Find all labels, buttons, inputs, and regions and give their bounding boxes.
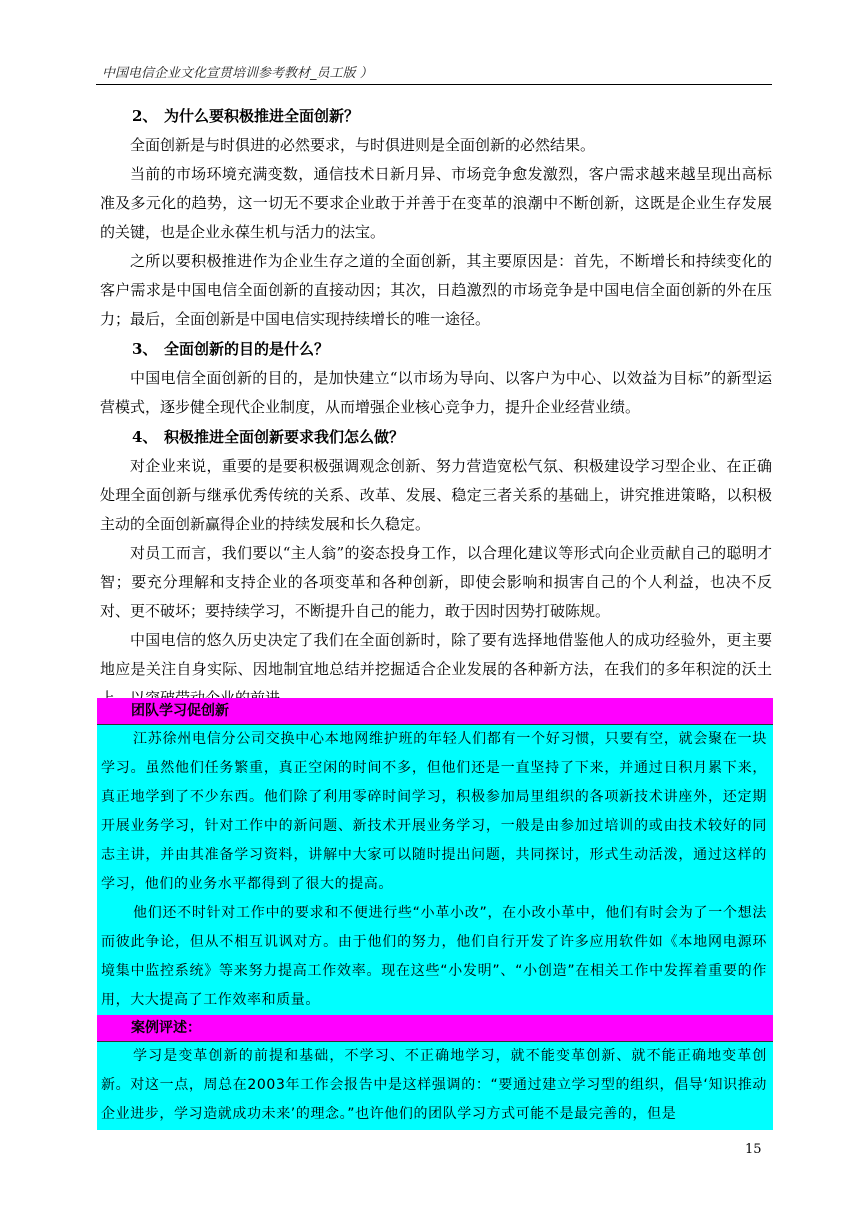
page-header — [96, 60, 772, 85]
section-number: 2、 — [132, 107, 158, 125]
case-title-bar: 团队学习促创新 — [97, 698, 773, 725]
section-title: 积极推进全面创新要求我们怎么做？ — [164, 428, 405, 446]
section-heading — [100, 422, 772, 452]
paragraph: 对员工而言，我们要以“主人翁”的姿态投身工作，以合理化建议等形式向企业贡献自己的聪明才智；要充分理解和支持企业的各项变革和各种创新，即使会影响和损害自己的个人利益，也决不反对、更不破坏；要持续学习，不断提升自己的能力，敢于因时因势打破陈规。 — [100, 544, 772, 620]
review-title-bar: 案例评述： — [97, 1015, 773, 1042]
case-paragraph: 他们还不时针对工作中的要求和不便进行些“小革小改”，在小改小革中，他们有时会为了一个想法而彼此争论，但从不相互讥讽对方。由于他们的努力，他们自行开发了许多应用软件如《本地网电源环境集中监控系统》等来努力提高工作效率。现在这些“小发明”、“小创造”在相关工作中发挥着重要的作用，大大提高了工作效率和质量。 — [101, 905, 767, 1008]
review-body — [97, 1042, 773, 1130]
section-heading — [100, 334, 772, 364]
case-body — [97, 725, 773, 1015]
paragraph: 中国电信的悠久历史决定了我们在全面创新时，除了要有选择地借鉴他人的成功经验外，更主要地应是关注自身实际、因地制宜地总结并挖掘适合企业发展的各种新方法，在我们的多年积淀的沃土 — [100, 631, 772, 678]
section-title: 全面创新的目的是什么？ — [164, 340, 330, 358]
paragraph: 对企业来说，重要的是要积极强调观念创新、努力营造宽松气氛、积极建设学习型企业、在正确处理全面创新与继承优秀传统的关系、改革、发展、稳定三者关系的基础上，讲究推进策略，以积极主动的全面创新赢得企业的持续发展和长久稳定。 — [100, 457, 772, 533]
paragraph: 中国电信全面创新的目的，是加快建立“以市场为导向、以客户为中心、以效益为目标”的新型运营模式，逐步健全现代企业制度，从而增强企业核心竞争力，提升企业经营业绩。 — [100, 369, 772, 416]
paragraph: 全面创新是与时俱进的必然要求，与时俱进则是全面创新的必然结果。 — [130, 136, 596, 154]
paragraph: 当前的市场环境充满变数，通信技术日新月异、市场竞争愈发激烈，客户需求越来越呈现出高标准及多元化的趋势，这一切无不要求企业敢于并善于在变革的浪潮中不断创新，这既是企业生存发展的关键，也是企业永葆生机与活力的法宝。 — [100, 165, 772, 241]
review-paragraph: 学习是变革创新的前提和基础，不学习、不正确地学习，就不能变革创新、就不能正确地变革创新。对这一点，周总在2003年工作会报告中是这样强调的：“要通过建立学习型的组织，倡导‘知识推动企业进步，学习造就成功未来’的理念。”也许他们的团队学习方式可能不是最完善的，但是 — [101, 1048, 767, 1122]
section-title: 为什么要积极推进全面创新？ — [164, 107, 360, 125]
section-number: 3、 — [132, 340, 158, 358]
section-heading — [100, 101, 772, 131]
section-number: 4、 — [132, 428, 158, 446]
paragraph: 之所以要积极推进作为企业生存之道的全面创新，其主要原因是：首先，不断增长和持续变化的客户需求是中国电信全面创新的直接动因；其次，日趋激烈的市场竞争是中国电信全面创新的外在压力；最后，全面创新是中国电信实现持续增长的唯一途径。 — [100, 252, 772, 328]
case-paragraph: 江苏徐州电信分公司交换中心本地网维护班的年轻人们都有一个好习惯，只要有空，就会聚在一块学习。虽然他们任务繁重，真正空闲的时间不多，但他们还是一直坚持了下来，并通过日积月累下来，真正地学到了不少东西。他们除了利用零碎时间学习，积极参加局里组织的各项新技术讲座外，还定期开展业务学习，针对工作中的新问题、新技术开展业务学习，一般是由参加过培训的或由技术较好的同志主讲，并由其准备学习资料，讲解中大家可以随时提出问题，共同探讨，形式生动活泼，通过这样的学习，他们的业务水平都得到了很大的提高。 — [101, 731, 767, 892]
header-title: 中国电信企业文化宣贯培训参考教材_员工版 ） — [102, 66, 373, 81]
case-box — [97, 698, 773, 1130]
page-number: 15 — [745, 1142, 762, 1157]
main-content — [100, 101, 772, 713]
